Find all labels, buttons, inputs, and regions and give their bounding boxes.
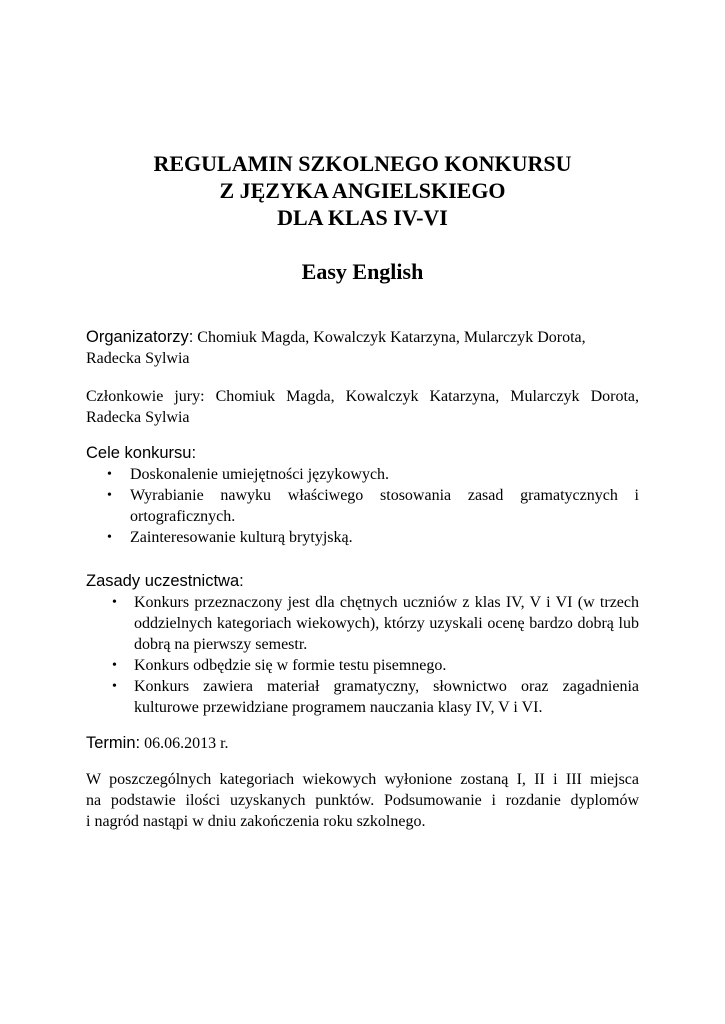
bullet-icon: • bbox=[107, 530, 112, 545]
document-subtitle: Easy English bbox=[301, 259, 424, 284]
rules-heading: Zasady uczestnictwa: bbox=[86, 572, 244, 590]
rule-text: Konkurs odbędzie się w formie testu pisemnego. bbox=[134, 657, 447, 674]
goals-list bbox=[86, 464, 639, 548]
closing-line-3: i nagród nastąpi w dniu zakończenia roku szkolnego. bbox=[86, 813, 426, 830]
term-section bbox=[86, 733, 639, 754]
list-item bbox=[86, 592, 639, 655]
list-item bbox=[86, 464, 639, 485]
closing-paragraph bbox=[86, 769, 639, 832]
organizers-label: Organizatorzy: bbox=[86, 328, 194, 346]
bullet-icon: • bbox=[112, 595, 117, 610]
list-item bbox=[86, 485, 639, 527]
title-line-2: Z JĘZYKA ANGIELSKIEGO bbox=[219, 178, 506, 203]
rule-text: Konkurs przeznaczony jest dla chętnych uczniów z klas IV, V i VI (w trzech oddzielnych kategoriach wiekowych), którzy uzyskali ocenę bardzo dobrą lub dobrą na pierwszy semestr. bbox=[134, 594, 639, 653]
bullet-icon: • bbox=[107, 488, 112, 503]
closing-line-2: na podstawie ilości uzyskanych punktów. Podsumowanie i rozdanie dyplomów bbox=[86, 792, 639, 809]
bullet-icon: • bbox=[112, 679, 117, 694]
bullet-icon: • bbox=[112, 658, 117, 673]
list-item bbox=[86, 527, 639, 548]
jury-text: Członkowie jury: Chomiuk Magda, Kowalczyk Katarzyna, Mularczyk Dorota, Radecka Sylwia bbox=[86, 388, 639, 426]
goal-text: Wyrabianie nawyku właściwego stosowania zasad gramatycznych i ortograficznych. bbox=[130, 487, 639, 525]
rule-text: Konkurs zawiera materiał gramatyczny, słownictwo oraz zagadnienia kulturowe przewidziane programem nauczania klasy IV, V i VI. bbox=[134, 678, 639, 716]
jury-section bbox=[86, 386, 639, 428]
list-item bbox=[86, 655, 639, 676]
title-line-1: REGULAMIN SZKOLNEGO KONKURSU bbox=[153, 151, 572, 176]
title-line-3: DLA KLAS IV-VI bbox=[277, 205, 448, 230]
organizers-names-1: Chomiuk Magda, Kowalczyk Katarzyna, Mularczyk Dorota, bbox=[193, 329, 586, 346]
organizers-section bbox=[86, 327, 639, 369]
term-date: 06.06.2013 r. bbox=[140, 735, 229, 752]
bullet-icon: • bbox=[107, 467, 112, 482]
goals-heading: Cele konkursu: bbox=[86, 444, 197, 462]
list-item bbox=[86, 676, 639, 718]
goal-text: Doskonalenie umiejętności językowych. bbox=[130, 466, 390, 483]
organizers-names-2: Radecka Sylwia bbox=[86, 350, 190, 367]
document-title bbox=[0, 150, 725, 231]
goal-text: Zainteresowanie kulturą brytyjską. bbox=[130, 529, 353, 546]
rules-section bbox=[86, 571, 639, 718]
rules-list bbox=[86, 592, 639, 718]
closing-line-1: W poszczególnych kategoriach wiekowych wyłonione zostaną I, II i III miejsca bbox=[86, 771, 639, 788]
term-label: Termin: bbox=[86, 734, 141, 752]
goals-section bbox=[86, 443, 639, 548]
